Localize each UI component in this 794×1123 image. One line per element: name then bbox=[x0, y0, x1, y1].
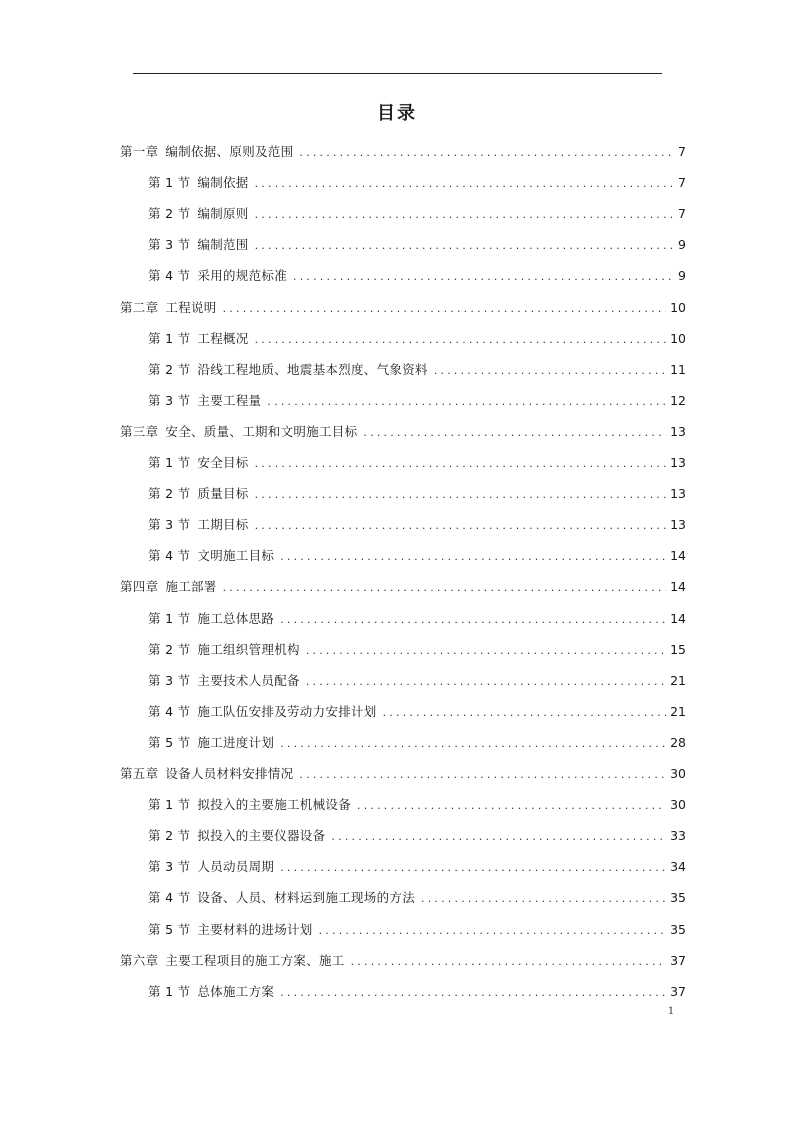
toc-entry-page: 35 bbox=[670, 921, 686, 937]
toc-entry-label bbox=[148, 484, 249, 504]
toc-entry-label bbox=[148, 515, 249, 535]
toc-section-entry[interactable] bbox=[148, 546, 686, 566]
toc-entry-number: 第 3 节 bbox=[148, 392, 191, 408]
toc-entry-number: 第 3 节 bbox=[148, 237, 191, 253]
toc-entry-number: 第 5 节 bbox=[148, 921, 191, 937]
toc-entry-label bbox=[148, 920, 313, 940]
toc-entry-title: 设备人员材料安排情况 bbox=[165, 766, 294, 781]
toc-section-entry[interactable] bbox=[148, 640, 686, 660]
toc-entry-title: 施工总体思路 bbox=[197, 610, 275, 626]
toc-entry-label bbox=[148, 329, 249, 349]
toc-dot-leader bbox=[267, 392, 666, 412]
toc-dot-leader bbox=[306, 641, 666, 661]
toc-section-entry[interactable] bbox=[148, 515, 686, 535]
toc-entry-page: 7 bbox=[678, 175, 686, 191]
toc-entry-label bbox=[148, 360, 428, 380]
toc-entry-title: 主要技术人员配备 bbox=[197, 672, 300, 688]
toc-entry-page: 14 bbox=[670, 548, 686, 564]
toc-entry-number: 第 1 节 bbox=[148, 175, 191, 191]
toc-chapter-entry[interactable] bbox=[120, 142, 686, 162]
toc-entry-title: 工程说明 bbox=[165, 299, 217, 315]
toc-entry-title: 主要工程量 bbox=[197, 392, 262, 408]
toc-entry-title: 安全目标 bbox=[197, 455, 249, 470]
toc-dot-leader bbox=[280, 858, 666, 878]
toc-entry-title: 编制范围 bbox=[197, 237, 249, 253]
toc-entry-label bbox=[148, 546, 274, 566]
toc-dot-leader bbox=[255, 516, 666, 536]
toc-dot-leader bbox=[293, 267, 674, 287]
toc-entry-title: 人员动员周期 bbox=[197, 859, 275, 875]
header-rule bbox=[133, 73, 662, 74]
toc-entry-page: 37 bbox=[670, 952, 686, 968]
toc-entry-page: 14 bbox=[670, 579, 686, 595]
toc-entry-number: 第 5 节 bbox=[148, 734, 191, 750]
toc-dot-leader bbox=[434, 361, 666, 381]
toc-section-entry[interactable] bbox=[148, 671, 686, 691]
toc-entry-title: 编制依据、原则及范围 bbox=[165, 144, 294, 159]
toc-entry-number: 第六章 bbox=[120, 952, 159, 968]
toc-dot-leader bbox=[299, 143, 674, 163]
toc-entry-title: 沿线工程地质、地震基本烈度、气象资料 bbox=[197, 361, 428, 377]
toc-entry-label bbox=[148, 702, 377, 722]
toc-entry-number: 第 1 节 bbox=[148, 330, 191, 346]
toc-entry-page: 34 bbox=[670, 859, 686, 875]
toc-entry-number: 第 2 节 bbox=[148, 206, 191, 222]
toc-entry-page: 35 bbox=[670, 890, 686, 906]
toc-section-entry[interactable] bbox=[148, 204, 686, 224]
toc-section-entry[interactable] bbox=[148, 982, 686, 1002]
toc-entry-page: 7 bbox=[678, 144, 686, 159]
toc-entry-title: 施工队伍安排及劳动力安排计划 bbox=[197, 703, 377, 719]
toc-section-entry[interactable] bbox=[148, 857, 686, 877]
toc-entry-title: 拟投入的主要仪器设备 bbox=[197, 828, 326, 844]
toc-entry-page: 21 bbox=[670, 672, 686, 688]
toc-entry-number: 第 2 节 bbox=[148, 486, 191, 502]
toc-entry-page: 13 bbox=[670, 486, 686, 502]
toc-entry-title: 安全、质量、工期和文明施工目标 bbox=[165, 423, 358, 439]
toc-entry-label bbox=[148, 266, 287, 286]
toc-entry-page: 28 bbox=[670, 734, 686, 750]
toc-entry-label bbox=[148, 795, 351, 815]
toc-chapter-entry[interactable] bbox=[120, 422, 686, 442]
toc-entry-page: 9 bbox=[678, 237, 686, 253]
toc-entry-page: 37 bbox=[670, 983, 686, 999]
toc-entry-number: 第 2 节 bbox=[148, 828, 191, 844]
toc-entry-page: 14 bbox=[670, 610, 686, 626]
toc-chapter-entry[interactable] bbox=[120, 577, 686, 597]
toc-dot-leader bbox=[280, 547, 666, 567]
toc-entry-number: 第 3 节 bbox=[148, 672, 191, 688]
toc-entry-page: 10 bbox=[670, 299, 686, 315]
toc-dot-leader bbox=[255, 205, 674, 225]
toc-entry-label bbox=[120, 764, 293, 784]
toc-section-entry[interactable] bbox=[148, 360, 686, 380]
toc-entry-number: 第 1 节 bbox=[148, 610, 191, 626]
toc-entry-title: 编制原则 bbox=[197, 206, 249, 222]
toc-entry-label bbox=[120, 951, 345, 971]
toc-dot-leader bbox=[255, 236, 674, 256]
toc-entry-number: 第 1 节 bbox=[148, 455, 191, 470]
toc-entry-label bbox=[148, 671, 300, 691]
toc-entry-title: 主要材料的进场计划 bbox=[197, 921, 313, 937]
toc-entry-title: 编制依据 bbox=[197, 175, 249, 191]
toc-entry-title: 采用的规范标准 bbox=[197, 268, 288, 284]
toc-entry-page: 10 bbox=[670, 330, 686, 346]
toc-dot-leader bbox=[280, 610, 666, 630]
toc-entry-page: 7 bbox=[678, 206, 686, 222]
toc-entry-label bbox=[120, 298, 217, 318]
toc-entry-title: 施工组织管理机构 bbox=[197, 641, 300, 657]
toc-entry-page: 13 bbox=[670, 517, 686, 533]
toc-entry-title: 总体施工方案 bbox=[197, 983, 275, 999]
toc-entry-label bbox=[148, 857, 274, 877]
toc-entry-page: 11 bbox=[670, 361, 686, 377]
toc-section-entry[interactable] bbox=[148, 609, 686, 629]
toc-section-entry[interactable] bbox=[148, 235, 686, 255]
toc-entry-number: 第一章 bbox=[120, 144, 159, 159]
toc-entry-title: 工程概况 bbox=[197, 330, 249, 346]
toc-entry-label bbox=[148, 391, 261, 411]
toc-entry-label bbox=[148, 888, 415, 908]
toc-entry-page: 13 bbox=[670, 423, 686, 439]
toc-section-entry[interactable] bbox=[148, 391, 686, 411]
toc-section-entry[interactable] bbox=[148, 733, 686, 753]
toc-dot-leader bbox=[351, 952, 666, 972]
toc-entry-title: 设备、人员、材料运到施工现场的方法 bbox=[197, 890, 416, 906]
toc-dot-leader bbox=[280, 734, 666, 754]
toc-entry-label bbox=[148, 609, 274, 629]
toc-entry-title: 拟投入的主要施工机械设备 bbox=[197, 797, 352, 813]
toc-dot-leader bbox=[299, 765, 666, 785]
toc-entry-number: 第 1 节 bbox=[148, 797, 191, 813]
toc-section-entry[interactable] bbox=[148, 453, 686, 473]
toc-dot-leader bbox=[331, 827, 666, 847]
toc-entry-label bbox=[148, 826, 325, 846]
toc-entry-number: 第二章 bbox=[120, 299, 159, 315]
toc-entry-page: 15 bbox=[670, 641, 686, 657]
toc-section-entry[interactable] bbox=[148, 888, 686, 908]
toc-section-entry[interactable] bbox=[148, 826, 686, 846]
toc-section-entry[interactable] bbox=[148, 329, 686, 349]
toc-dot-leader bbox=[255, 485, 666, 505]
toc-entry-page: 12 bbox=[670, 392, 686, 408]
page-number: 1 bbox=[667, 1006, 675, 1017]
toc-section-entry[interactable] bbox=[148, 702, 686, 722]
toc-dot-leader bbox=[280, 983, 666, 1003]
toc-entry-label bbox=[148, 640, 300, 660]
toc-entry-title: 质量目标 bbox=[197, 486, 249, 502]
toc-dot-leader bbox=[255, 454, 666, 474]
toc-entry-label bbox=[148, 453, 249, 473]
toc-section-entry[interactable] bbox=[148, 266, 686, 286]
toc-chapter-entry[interactable] bbox=[120, 298, 686, 318]
toc-dot-leader bbox=[421, 889, 666, 909]
toc-dot-leader bbox=[357, 796, 666, 816]
toc-entry-title: 工期目标 bbox=[197, 517, 249, 533]
toc-section-entry[interactable] bbox=[148, 920, 686, 940]
toc-entry-page: 30 bbox=[670, 797, 686, 813]
toc-entry-number: 第 4 节 bbox=[148, 268, 191, 284]
toc-entry-title: 施工部署 bbox=[165, 579, 217, 595]
toc-entry-label bbox=[148, 982, 274, 1002]
toc-chapter-entry[interactable] bbox=[120, 764, 686, 784]
toc-entry-page: 21 bbox=[670, 703, 686, 719]
toc-entry-label bbox=[148, 173, 249, 193]
toc-title: 目录 bbox=[377, 103, 417, 124]
toc-entry-label bbox=[148, 204, 249, 224]
toc-entry-number: 第 4 节 bbox=[148, 703, 191, 719]
toc-entry-label bbox=[120, 577, 217, 597]
toc-entry-number: 第 2 节 bbox=[148, 641, 191, 657]
toc-section-entry[interactable] bbox=[148, 795, 686, 815]
toc-entry-number: 第 1 节 bbox=[148, 983, 191, 999]
toc-entry-label bbox=[148, 235, 249, 255]
toc-chapter-entry[interactable] bbox=[120, 951, 686, 971]
toc-entry-title: 主要工程项目的施工方案、施工 bbox=[165, 952, 345, 968]
toc-entry-page: 9 bbox=[678, 268, 686, 284]
toc-entry-number: 第四章 bbox=[120, 579, 159, 595]
toc-entry-label bbox=[120, 142, 293, 162]
toc-entry-title: 文明施工目标 bbox=[197, 548, 275, 564]
toc-entry-label bbox=[120, 422, 357, 442]
toc-entry-number: 第三章 bbox=[120, 423, 159, 439]
toc-dot-leader bbox=[306, 672, 666, 692]
toc-entry-number: 第 4 节 bbox=[148, 548, 191, 564]
toc-entry-page: 13 bbox=[670, 455, 686, 470]
toc-section-entry[interactable] bbox=[148, 173, 686, 193]
toc-dot-leader bbox=[223, 578, 666, 598]
toc-dot-leader bbox=[255, 174, 674, 194]
toc-entry-number: 第 2 节 bbox=[148, 361, 191, 377]
toc-entry-number: 第五章 bbox=[120, 766, 159, 781]
toc-entry-page: 33 bbox=[670, 828, 686, 844]
toc-dot-leader bbox=[223, 299, 666, 319]
toc-section-entry[interactable] bbox=[148, 484, 686, 504]
toc-entry-label bbox=[148, 733, 274, 753]
toc-entry-title: 施工进度计划 bbox=[197, 734, 275, 750]
toc-entry-number: 第 4 节 bbox=[148, 890, 191, 906]
toc-dot-leader bbox=[319, 921, 666, 941]
toc-dot-leader bbox=[255, 330, 666, 350]
toc-entry-page: 30 bbox=[670, 766, 686, 781]
toc-entry-number: 第 3 节 bbox=[148, 859, 191, 875]
toc-dot-leader bbox=[363, 423, 666, 443]
toc-dot-leader bbox=[383, 703, 666, 723]
toc-entry-number: 第 3 节 bbox=[148, 517, 191, 533]
